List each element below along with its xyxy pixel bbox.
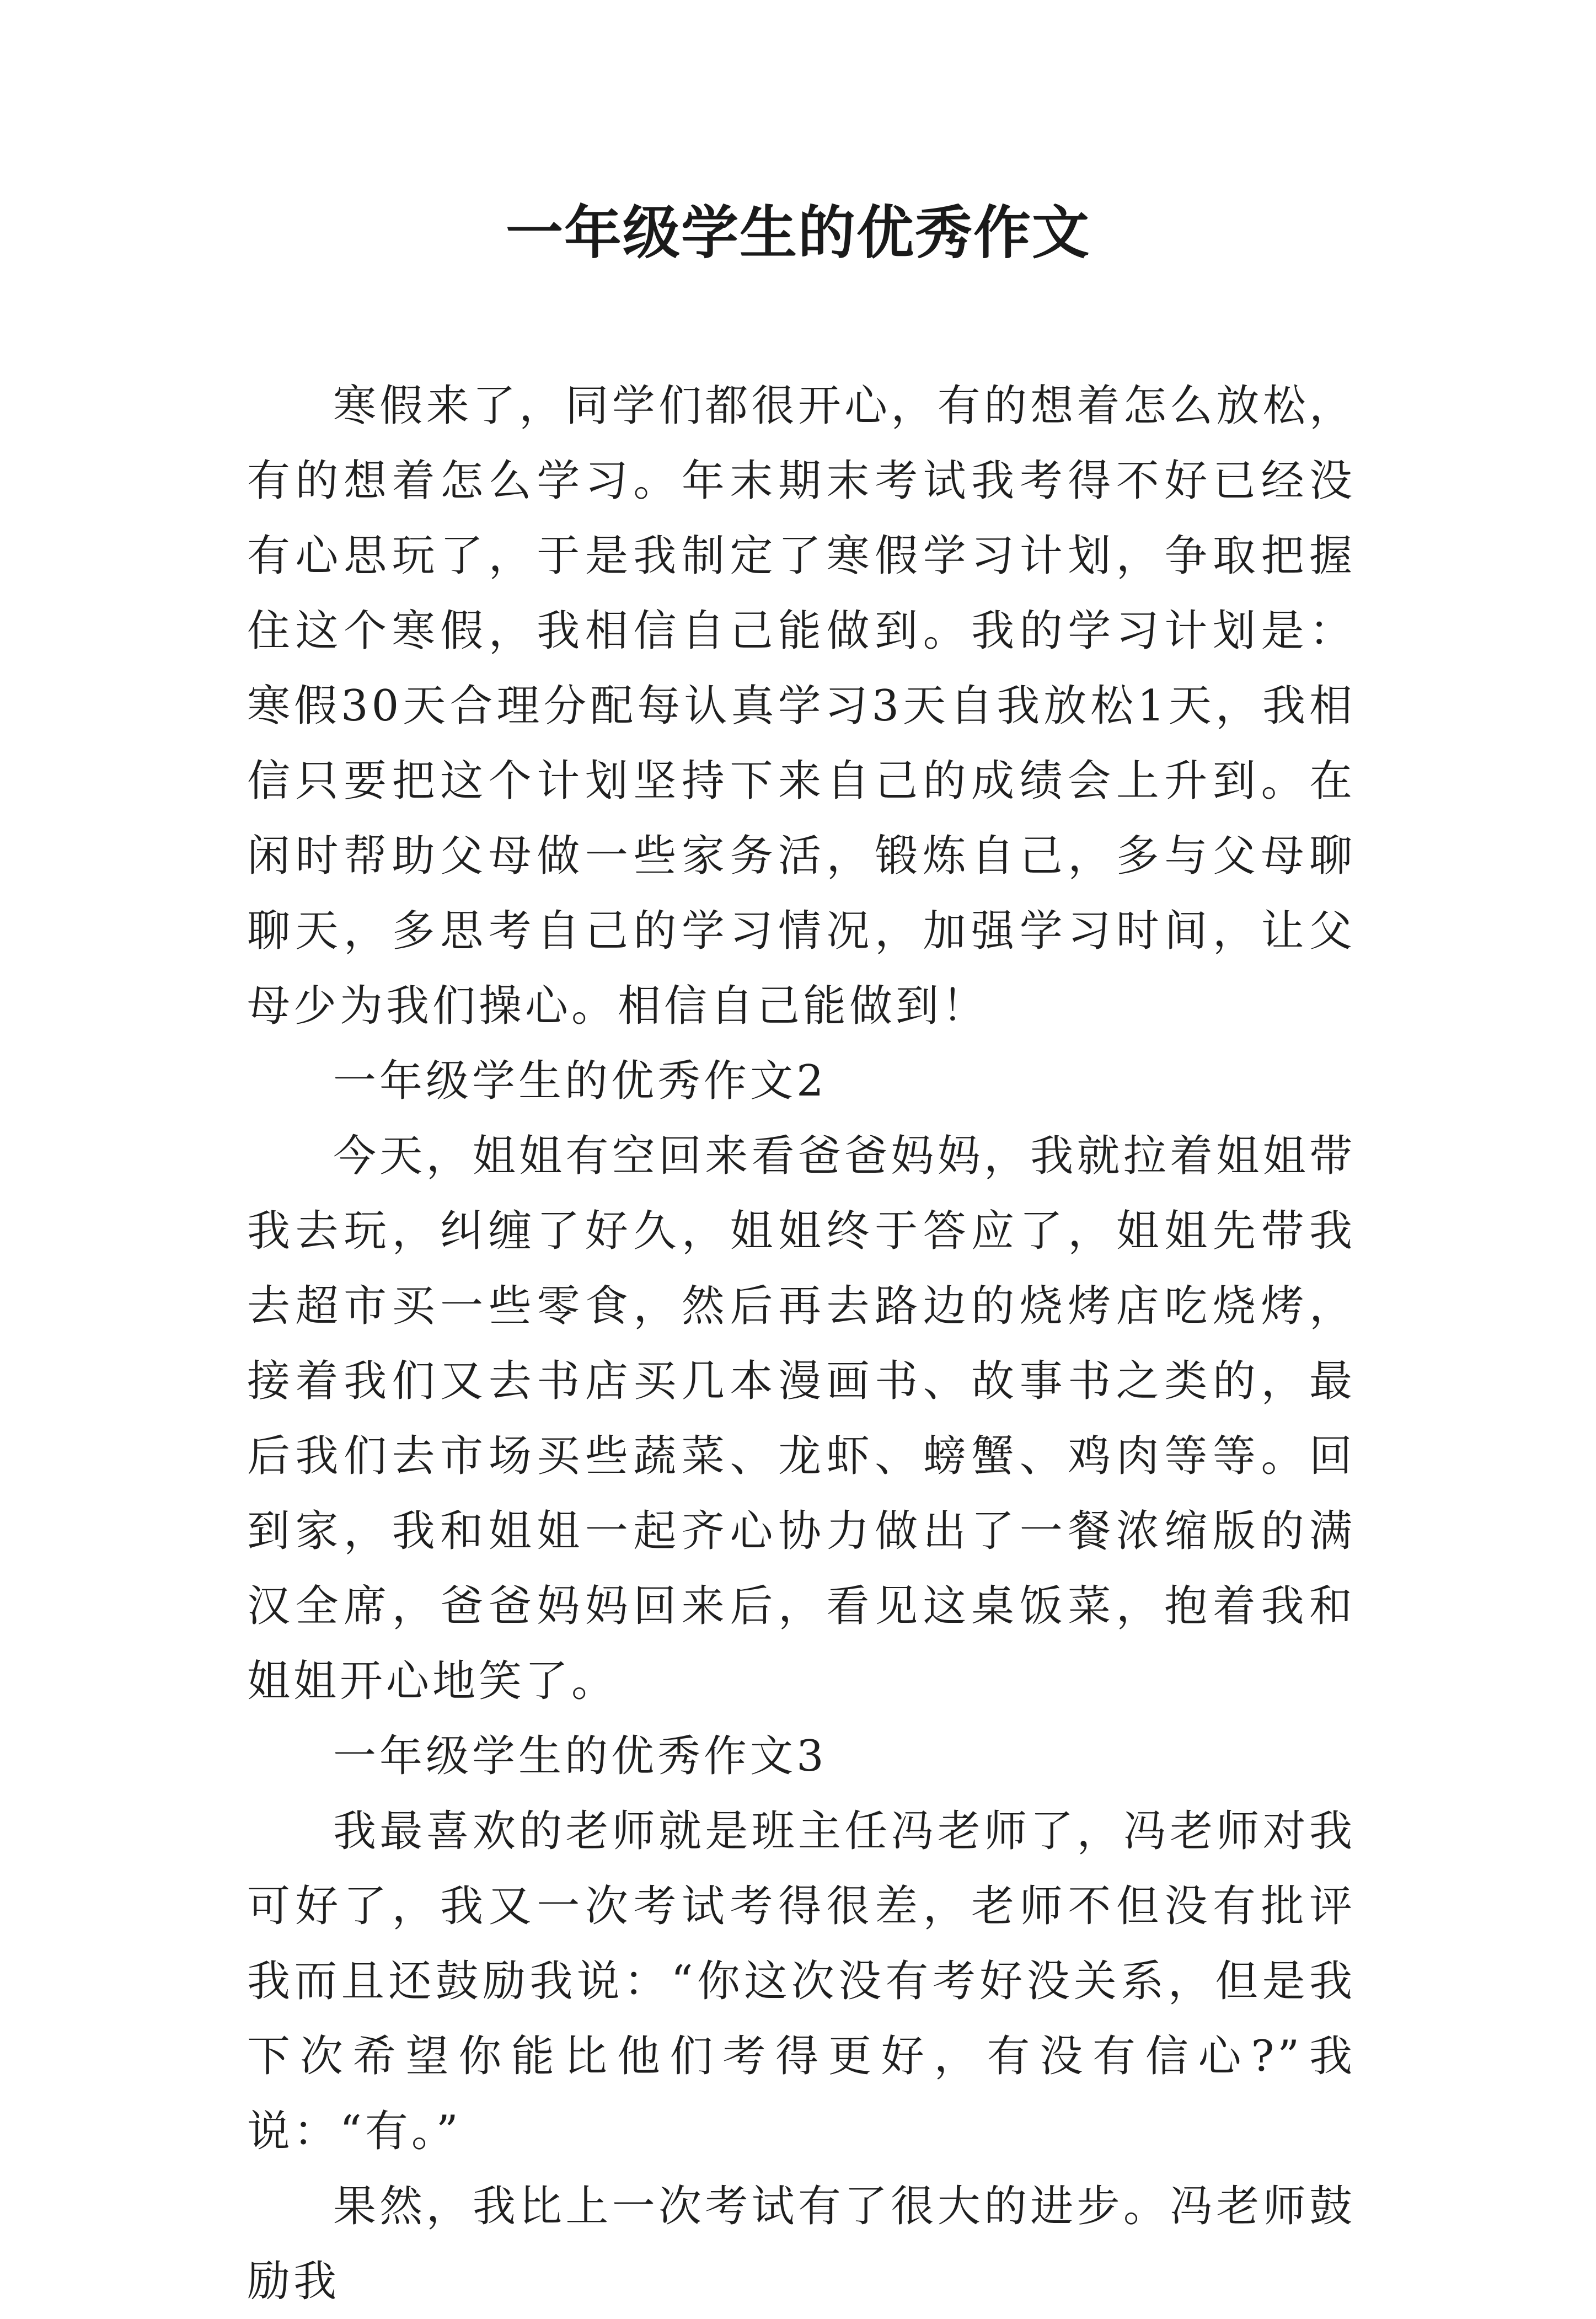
paragraph-teacher: 我最喜欢的老师就是班主任冯老师了，冯老师对我可好了，我又一次考试考得很差，老师不但没有批评我而且还鼓励我说：“你这次没有考好没关系，但是我下次希望你能比他们考得更好，有没有信心?”我说：“有。”: [247, 1807, 1356, 2156]
paragraph-sister: 今天，姐姐有空回来看爸爸妈妈，我就拉着姐姐带我去玩，纠缠了好久，姐姐终于答应了，姐姐先带我去超市买一些零食，然后再去路边的烧烤店吃烧烤，接着我们又去书店买几本漫画书、故事书之类的，最后我们去市场买些蔬菜、龙虾、螃蟹、鸡肉等等。回到家，我和姐姐一起齐心协力做出了一餐浓缩版的满汉全席，爸爸妈妈回来后，看见这桌饭菜，抱着我和姐姐开心地笑了。: [247, 1131, 1356, 1706]
document-body: [247, 368, 1356, 2319]
section-heading-2: 一年级学生的优秀作文2: [333, 1056, 827, 1106]
paragraph-winter-vacation: 寒假来了，同学们都很开心，有的想着怎么放松，有的想着怎么学习。年末期末考试我考得不好已经没有心思玩了，于是我制定了寒假学习计划，争取把握住这个寒假，我相信自己能做到。我的学习计划是：寒假30天合理分配每认真学习3天自我放松1天，我相信只要把这个计划坚持下来自己的成绩会上升到。在闲时帮助父母做一些家务活，锻炼自己，多与父母聊聊天，多思考自己的学习情况，加强学习时间，让父母少为我们操心。相信自己能做到！: [247, 381, 1356, 1031]
document-title: 一年级学生的优秀作文: [505, 199, 1090, 266]
section-heading-3: 一年级学生的优秀作文3: [333, 1732, 827, 1781]
paragraph-progress: 果然，我比上一次考试有了很大的进步。冯老师鼓励我: [247, 2182, 1356, 2306]
